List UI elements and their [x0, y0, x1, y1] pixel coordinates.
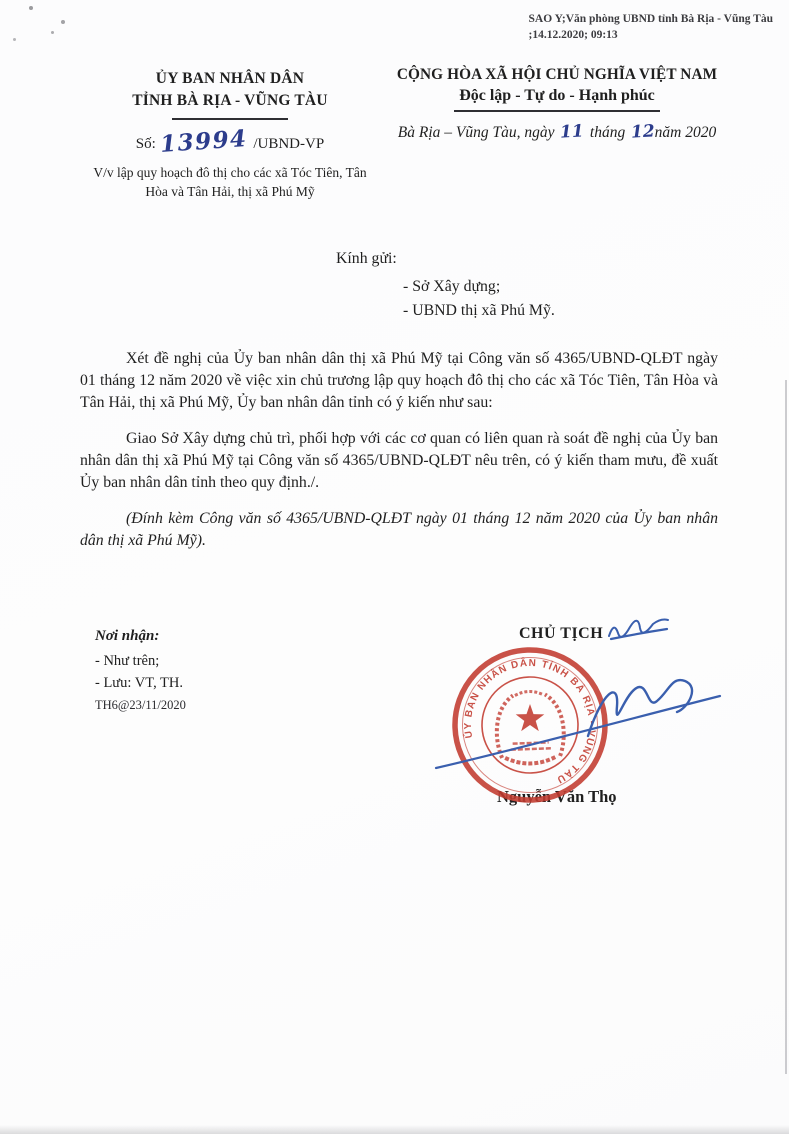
- handwritten-day: 11: [559, 121, 585, 143]
- document-subject: V/v lập quy hoạch đô thị cho các xã Tóc Tiên, Tân Hòa và Tân Hải, thị xã Phú Mỹ: [93, 164, 367, 199]
- place-date-line: [352, 122, 762, 142]
- document-tracking-code: TH6@23/11/2020: [95, 697, 186, 712]
- handwritten-document-number: 13994: [159, 124, 249, 158]
- org-parent-name: ỦY BAN NHÂN DÂN: [155, 70, 305, 87]
- place-date-prefix: Bà Rịa – Vũng Tàu, ngày: [397, 124, 555, 141]
- signer-name: Nguyễn Văn Thọ: [497, 787, 617, 806]
- body-paragraph-1: Xét đề nghị của Ủy ban nhân dân thị xã Phú Mỹ tại Công văn số 4365/UBND-QLĐT ngày 01 tháng 12 năm 2020 về việc xin chủ trương lập quy hoạch đô thị cho các xã Tóc Tiên, Tân Hòa và Tân Hải, thị xã Phú Mỹ, Ủy ban nhân dân tỉnh có ý kiến như sau:: [80, 350, 718, 411]
- signature-ink-icon: [420, 608, 740, 788]
- attachment-note: (Đính kèm Công văn số 4365/UBND-QLĐT ngày 01 tháng 12 năm 2020 của Ủy ban nhân dân thị xã Phú Mỹ).: [80, 510, 718, 549]
- handwritten-month: 12: [630, 121, 656, 143]
- header-left-rule: [172, 118, 288, 120]
- recipients-block: [336, 250, 555, 324]
- scan-artifact-dot: [13, 38, 16, 41]
- body-paragraph-2: Giao Sở Xây dựng chủ trì, phối hợp với các cơ quan có liên quan rà soát đề nghị của Ủy ban nhân dân thị xã Phú Mỹ tại Công văn số 4365/UBND-QLĐT nêu trên, có ý kiến tham mưu, đề xuất Ủy ban nhân dân tỉnh theo quy định./.: [80, 430, 718, 491]
- stamp-circle-text: ỦY BAN NHÂN DÂN TỈNH BÀ RỊA - VŨNG TÀU: [462, 657, 598, 786]
- recipient-item: - Sở Xây dựng;: [403, 278, 501, 295]
- copy-certification-note: [529, 12, 773, 43]
- national-motto: Độc lập - Tự do - Hạnh phúc: [459, 87, 655, 104]
- document-body: [80, 348, 718, 566]
- header-right-rule: [454, 110, 660, 112]
- national-heading-block: [352, 66, 762, 142]
- signer-title: CHỦ TỊCH: [519, 625, 604, 642]
- distribution-block: [95, 628, 186, 713]
- scan-artifact-dot: [29, 6, 33, 10]
- copy-note-line2: ;14.12.2020; 09:13: [528, 28, 618, 41]
- distribution-label: Nơi nhận:: [95, 628, 160, 644]
- scan-artifact-dot: [61, 20, 65, 24]
- scan-artifact-dot: [51, 31, 54, 34]
- org-province-name: TỈNH BÀ RỊA - VŨNG TÀU: [132, 92, 328, 110]
- copy-note-line1: SAO Y;Văn phòng UBND tỉnh Bà Rịa - Vũng Tàu: [528, 13, 773, 25]
- number-suffix: /UBND-VP: [253, 135, 325, 152]
- recipients-label: Kính gửi:: [336, 250, 397, 267]
- month-label: tháng: [589, 124, 626, 141]
- document-number-line: [84, 124, 376, 158]
- recipient-item: - UBND thị xã Phú Mỹ.: [403, 302, 555, 320]
- distribution-item: - Như trên;: [95, 653, 160, 669]
- year-label: năm 2020: [654, 124, 717, 141]
- national-name: CỘNG HÒA XÃ HỘI CHỦ NGHĨA VIỆT NAM: [396, 66, 718, 83]
- issuing-authority-block: [84, 68, 376, 202]
- number-prefix: Số:: [135, 135, 156, 152]
- distribution-item: - Lưu: VT, TH.: [95, 674, 184, 691]
